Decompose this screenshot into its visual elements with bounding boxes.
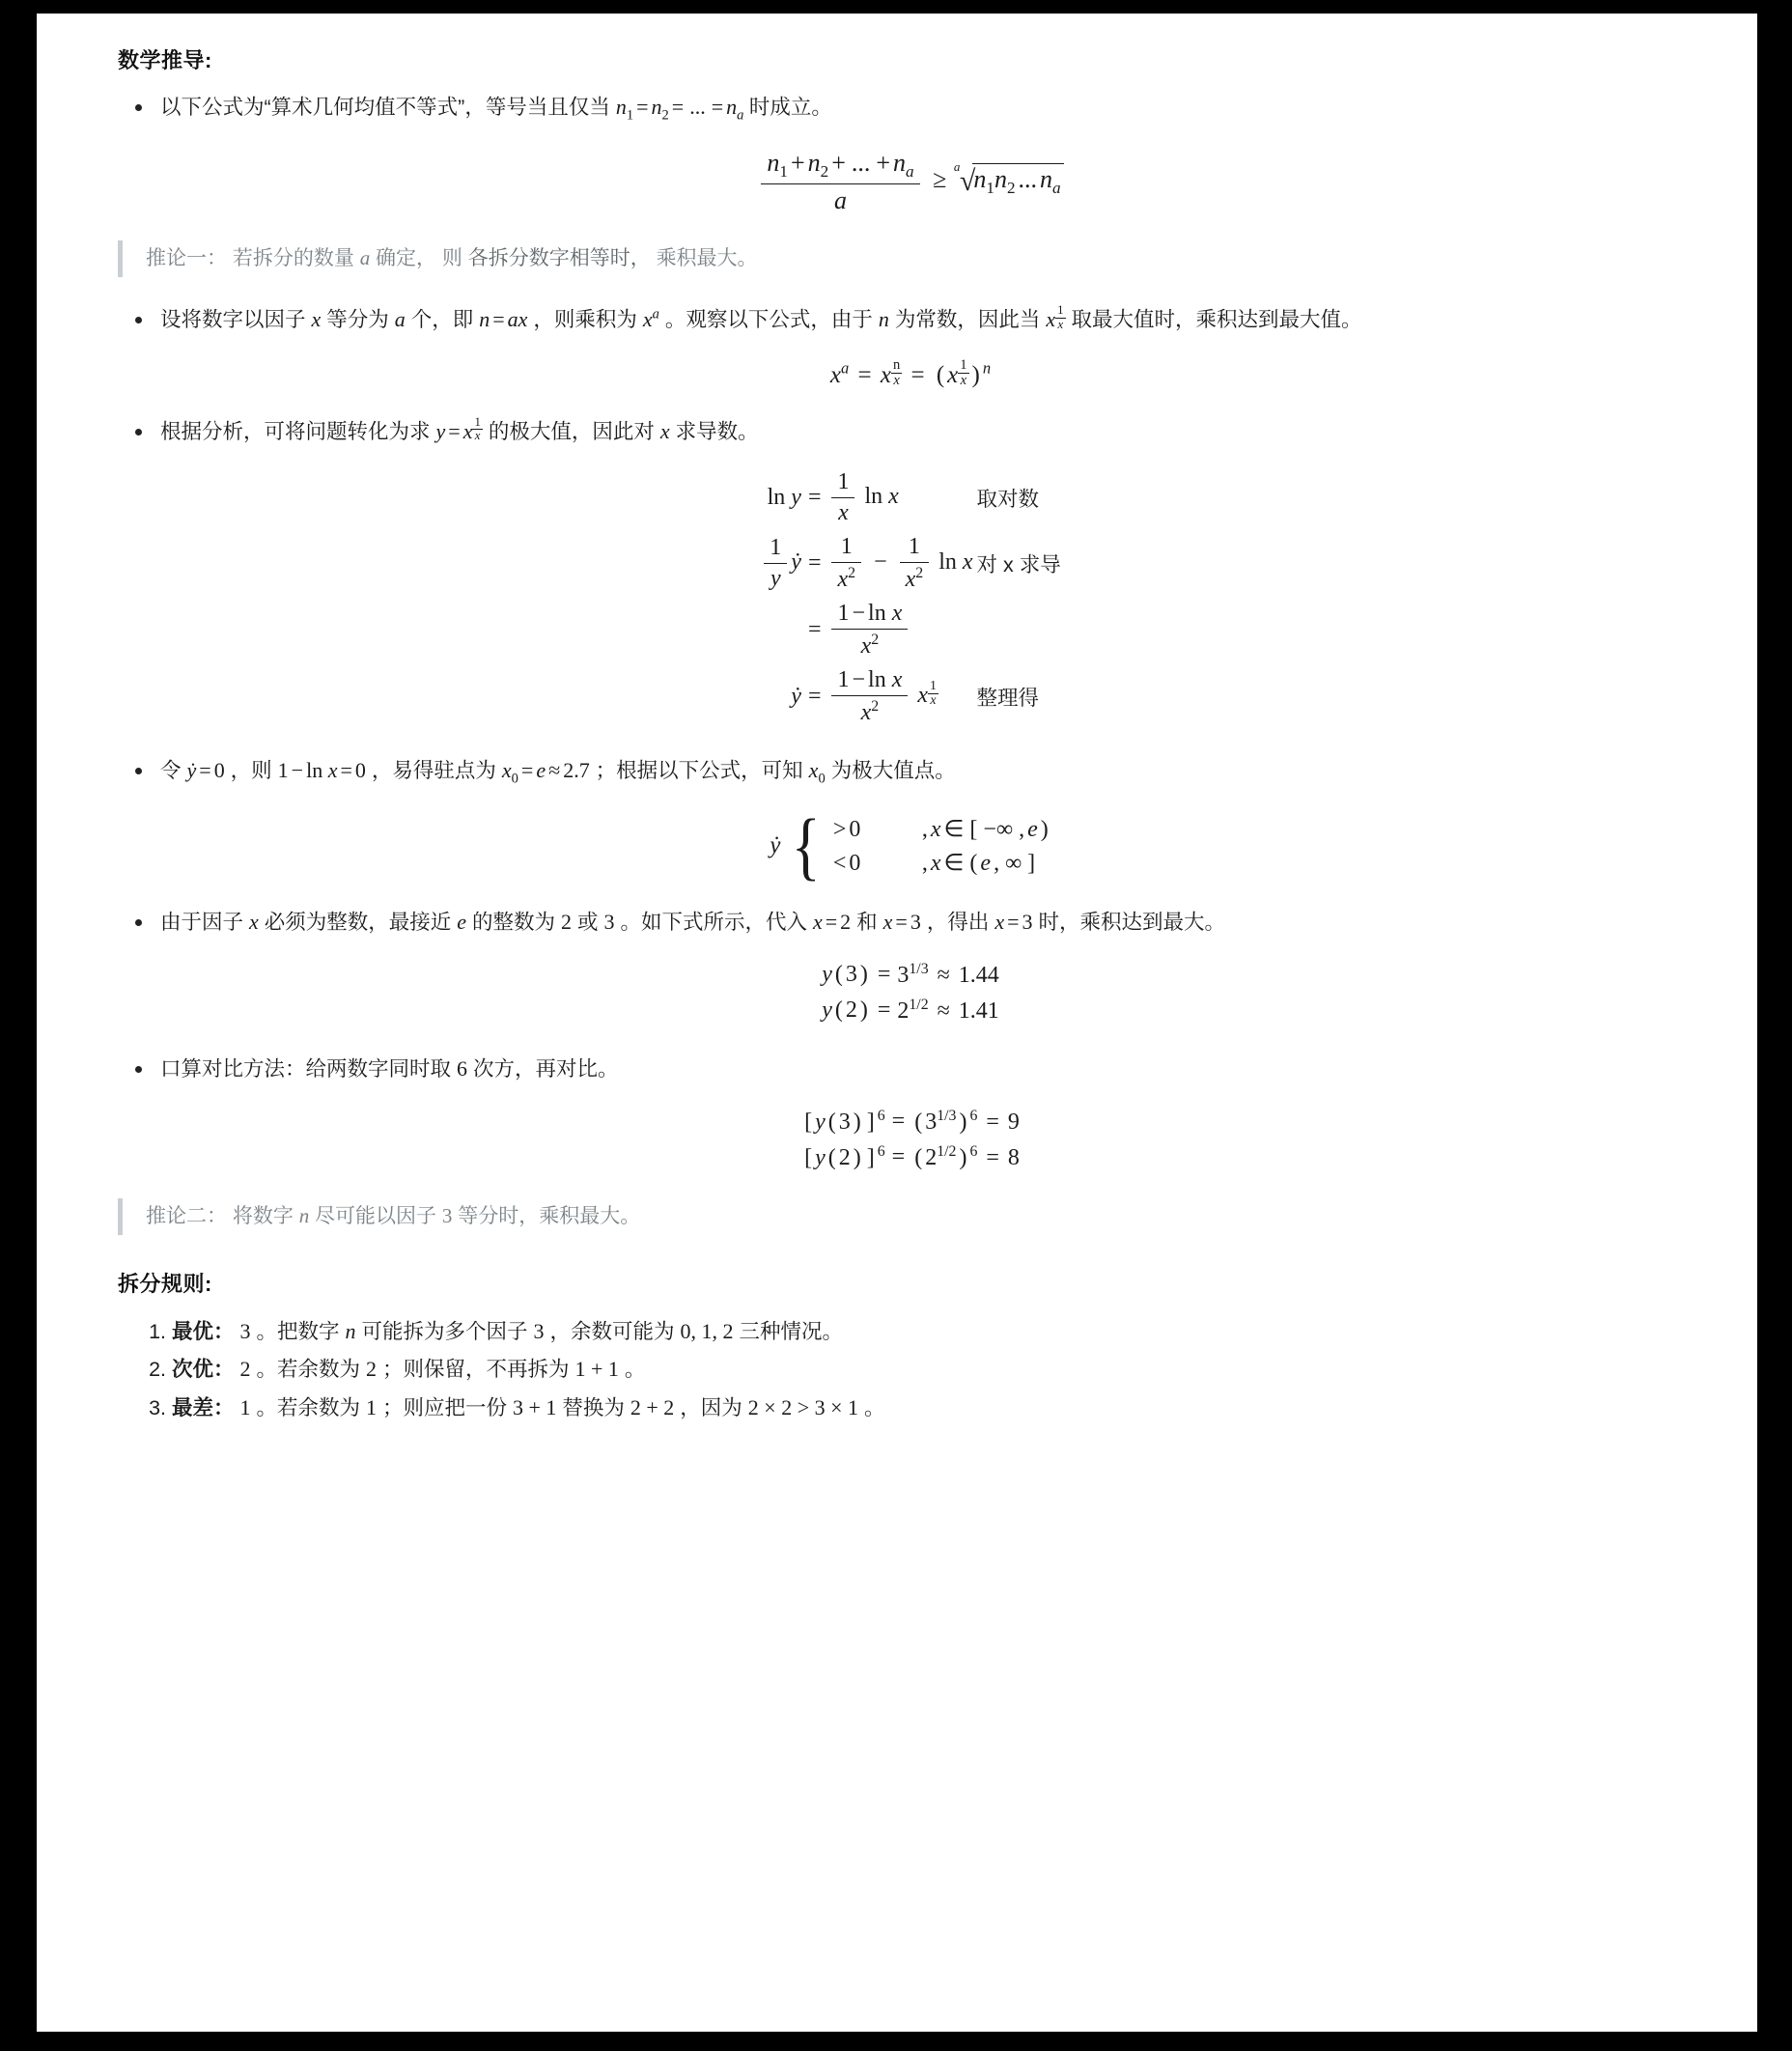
section-title-derivation: 数学推导: (118, 48, 212, 72)
equation-rhs: $\frac{\text{1 − ln x}}{x^2}$ x $\frac{1}{x}$ (826, 663, 974, 730)
equation-relation: = (807, 617, 822, 643)
bullet-4-text-4: ；根据以下公式，可知 (595, 759, 803, 783)
rule-3-text-5: 。 (864, 1396, 885, 1420)
corollary-two-label: 推论二： (146, 1204, 227, 1227)
inline-math-two: 2 (561, 910, 572, 935)
value-pow6-y3: 9 (1007, 1109, 1020, 1135)
derivation-bullet-list (118, 90, 1703, 127)
rule-3-text-2: ；则应把一份 (381, 1396, 507, 1420)
list-item (118, 1052, 1703, 1086)
equation-rhs: $\frac{1}{x^2}$ − $\frac{1}{x^2}$ ln x (826, 530, 974, 597)
corollary-two-text-1: 将数字 (232, 1204, 294, 1227)
rule-1-remainders: 0, 1, 2 (680, 1318, 734, 1343)
equation-relation: = (807, 485, 822, 511)
equation-row (820, 993, 1001, 1028)
rule-2-text-2: ；则保留，不再拆为 (381, 1358, 570, 1382)
equation-row (799, 1139, 1022, 1175)
derivation-bullet-list-6 (118, 1052, 1703, 1086)
list-item (118, 905, 1703, 940)
equation-row (758, 530, 1062, 597)
bullet-5-text-4: 或 (576, 911, 599, 935)
rule-1-text-1: 。把数字 (256, 1319, 340, 1343)
equation-note-1: 取对数 (976, 488, 1040, 512)
list-item (118, 90, 1703, 127)
equation-row (758, 597, 1062, 663)
inline-math-x-eq-3: x = 3 (882, 910, 921, 935)
inline-math-x-pow-a: $x^a$ (642, 306, 659, 331)
inline-math-equal-condition: $n_1 = n_2$ = ... = $n_a$ (615, 95, 744, 124)
equation-lhs: $\frac{1}{y}$ ẏ (758, 530, 803, 597)
derivation-bullet-list-4 (118, 753, 1703, 791)
equation-relation: = (807, 550, 822, 576)
bullet-2-text-6: 为常数，因此当 (894, 307, 1041, 331)
inline-math-n-2: n (298, 1203, 310, 1227)
inline-math-a: a (359, 246, 371, 270)
equation-compare-pow6 (799, 1104, 1022, 1175)
bullet-2-text-3: 个，即 (410, 307, 474, 331)
inline-math-n-3: n (345, 1318, 356, 1343)
rule-3-from: 3 + 1 (512, 1395, 557, 1420)
bullet-3-text-2: 的极大值，因此对 (488, 419, 655, 443)
rule-3-factor: 1 (239, 1395, 251, 1420)
split-rules-list (118, 1313, 1703, 1427)
document-page (37, 14, 1757, 2032)
cases-row: > 0 , x ∈ [ −∞ , e ) (832, 817, 1049, 843)
section-title-rules: 拆分规则: (118, 1271, 212, 1296)
inline-math-one-minus-lnx: 1 − ln x = 0 (277, 758, 366, 783)
equation-relation: = (891, 1143, 906, 1169)
rule-1-text-2: 可能拆为多个因子 (361, 1319, 528, 1343)
inline-math-n-eq-ax: n = ax (479, 306, 528, 331)
equation-derivative-steps (758, 465, 1062, 730)
derivation-bullet-list-2 (118, 302, 1703, 337)
corollary-two (118, 1198, 1703, 1235)
equation-compare-y (820, 957, 1001, 1028)
corollary-one-text-1: 若拆分的数量 (232, 247, 354, 270)
equation-note-3 (975, 597, 1063, 663)
inline-math-x-eq-2: x = 2 (812, 910, 852, 935)
list-item (118, 302, 1703, 337)
inline-math-x0: $x_0$ (808, 758, 826, 787)
inline-math-x: x (311, 306, 322, 331)
derivation-bullet-list-3 (118, 414, 1703, 449)
corollary-one-label: 推论一： (146, 247, 227, 270)
left-brace-icon: { (792, 802, 822, 887)
equation-relation: = (877, 997, 891, 1024)
rule-3-text-3: 替换为 (562, 1396, 625, 1420)
equation-lhs: y ( 2 ) (822, 997, 868, 1024)
bullet-2-text-1: 设将数字以因子 (160, 307, 306, 331)
bullet-5-text-5: 。如下式所示，代入 (620, 911, 807, 935)
list-item (172, 1313, 1703, 1350)
bullet-3-text-3: 求导数。 (675, 419, 759, 443)
equation-lhs: [ y ( 2 ) ] $^6$ (804, 1142, 885, 1170)
cases-symbol: ẏ (770, 832, 781, 859)
inline-math-x-2: x (659, 418, 670, 443)
rule-1-factor: 3 (239, 1318, 251, 1343)
bullet-5-text-3: 的整数为 (472, 911, 556, 935)
equation-lhs (758, 597, 803, 663)
inline-math-three-2: 3 (441, 1203, 453, 1227)
rule-3-to: 2 + 2 (630, 1395, 675, 1420)
inline-math-y-eq-x-pow-1x: y = x $\frac{1}{x}$ (435, 415, 481, 443)
rule-3-text-1: 。若余数为 (256, 1396, 360, 1420)
equation-rhs: ( $2^{1/2}$ ) $^6$ = 8 (914, 1142, 1020, 1170)
equation-lhs: [ y ( 3 ) ] $^6$ (804, 1107, 885, 1135)
equation-sign-cases (118, 802, 1703, 887)
corollary-one-text-4: 乘积最大。 (656, 247, 758, 270)
rule-2-text-3: 。 (624, 1358, 646, 1382)
bullet-2-text-5: 。观察以下公式，由于 (664, 307, 873, 331)
rule-1-factor-2: 3 (533, 1318, 545, 1343)
bullet-6-text-2: 次方，再对比。 (472, 1057, 619, 1082)
equation-amgm: $\frac{n_1 + n_2 + ... + n_a}{a}$ ≥ a $√n_1n_2$ ... $n_a$ (118, 149, 1703, 215)
rule-3-text-4: ，因为 (680, 1396, 742, 1420)
inline-math-a-2: a (394, 306, 406, 331)
corollary-one-text-2: 确定， (376, 247, 437, 270)
bullet-2-text-2: 等分为 (326, 307, 389, 331)
list-item (118, 414, 1703, 449)
corollary-one-strong: 各拆分数字相等时， (467, 247, 651, 270)
rule-2-label: 次优： (172, 1358, 235, 1382)
list-item (172, 1390, 1703, 1426)
bullet-2-text-4: ，则乘积为 (533, 307, 637, 331)
bullet-5-text-6: 和 (856, 911, 878, 935)
equation-power-identity: $x^a = x$ $\frac{n}{x}$ = ( x $\frac{1}{x}$ ) $^n$ (829, 356, 992, 388)
equation-relation: = (891, 1108, 906, 1134)
list-item (118, 753, 1703, 791)
corollary-two-text-2: 尽可能以因子 (315, 1204, 437, 1227)
equation-note-2-text: 对 x 求导 (976, 553, 1061, 577)
equation-rhs: $\frac{1}{x}$ ln x (826, 465, 974, 530)
list-item (172, 1351, 1703, 1388)
rule-2-text-1: 。若余数为 (256, 1358, 360, 1382)
bullet-3-text-1: 根据分析，可将问题转化为求 (160, 419, 431, 443)
equation-lhs: y ( 3 ) (822, 962, 868, 988)
bullet-5-text-8: 时，乘积达到最大。 (1038, 911, 1225, 935)
rule-1-label: 最优： (172, 1319, 235, 1343)
bullet-4-text-5: 为极大值点。 (830, 759, 956, 783)
bullet-5-text-2: 必须为整数，最接近 (264, 911, 452, 935)
inline-math-x-3: x (249, 910, 259, 935)
rule-3-reason: 2 × 2 > 3 × 1 (747, 1395, 859, 1420)
bullet-6-text-1: 口算对比方法：给两数字同时取 (160, 1057, 452, 1082)
corollary-one-text-3: 则 (441, 247, 462, 270)
derivation-bullet-list-5 (118, 905, 1703, 940)
document-content (37, 14, 1757, 1438)
inline-math-e: e (457, 910, 467, 935)
rule-3-label: 最差： (172, 1396, 235, 1420)
rule-2-remainder: 2 (365, 1357, 377, 1382)
cases-row: < 0 , x ∈ ( e , ∞ ] (832, 851, 1036, 877)
rule-2-factor: 2 (239, 1357, 251, 1382)
bullet-4-text-2: ，则 (230, 759, 272, 783)
equation-rhs: $2^{1/2} \approx 1.41$ (897, 997, 999, 1025)
inline-math-n: n (878, 306, 889, 331)
equation-row (820, 957, 1001, 993)
inline-math-ydot-zero: ẏ = 0 (186, 758, 225, 783)
value-y2: 1.41 (958, 998, 999, 1025)
inline-math-three: 3 (603, 910, 615, 935)
bullet-5-text-1: 由于因子 (160, 911, 244, 935)
rule-1-text-3: ，余数可能为 (549, 1319, 675, 1343)
corollary-two-text-3: 等分时，乘积最大。 (458, 1204, 641, 1227)
inline-math-x-pow-1-over-x: x $\frac{1}{x}$ (1046, 303, 1064, 331)
value-y3: 1.44 (958, 963, 999, 989)
equation-rhs: $3^{1/3} \approx 1.44$ (897, 961, 999, 989)
equation-row (799, 1104, 1022, 1139)
bullet-2-text-7: 取最大值时，乘积达到最大值。 (1071, 307, 1362, 331)
bullet-5-text-7: ，得出 (926, 911, 990, 935)
equation-rhs: $\frac{\text{1 − ln x}}{x^2}$ (826, 597, 974, 663)
equation-relation: = (807, 684, 822, 710)
equation-row (758, 465, 1062, 530)
bullet-4-text-3: ，易得驻点为 (371, 759, 496, 783)
rule-3-remainder: 1 (365, 1395, 377, 1420)
value-e-approx: 2.7 (563, 758, 590, 783)
equation-rhs: ( $3^{1/3}$ ) $^6$ = 9 (914, 1107, 1020, 1135)
equation-lhs: ẏ (791, 684, 801, 710)
value-power: 6 (457, 1056, 467, 1082)
equation-note-2 (975, 530, 1063, 597)
bullet-1-text-pre: 以下公式为“算术几何均值不等式”，等号当且仅当 (160, 96, 610, 119)
equation-note-4: 整理得 (976, 687, 1040, 711)
bullet-1-text-post: 时成立。 (748, 96, 832, 119)
inline-math-x-eq-3-b: x = 3 (994, 910, 1033, 935)
inline-math-x0-eq-e: $x_0 = e \approx 2.7$ (501, 758, 590, 787)
value-pow6-y2: 8 (1007, 1144, 1020, 1170)
equation-row (758, 663, 1062, 730)
equation-lhs: ln y (767, 485, 801, 511)
rule-1-text-4: 三种情况。 (739, 1319, 843, 1343)
equation-relation: = (877, 962, 891, 988)
bullet-4-text-1: 令 (160, 759, 182, 783)
rule-2-split: 1 + 1 (574, 1357, 619, 1382)
corollary-one (118, 240, 1703, 277)
